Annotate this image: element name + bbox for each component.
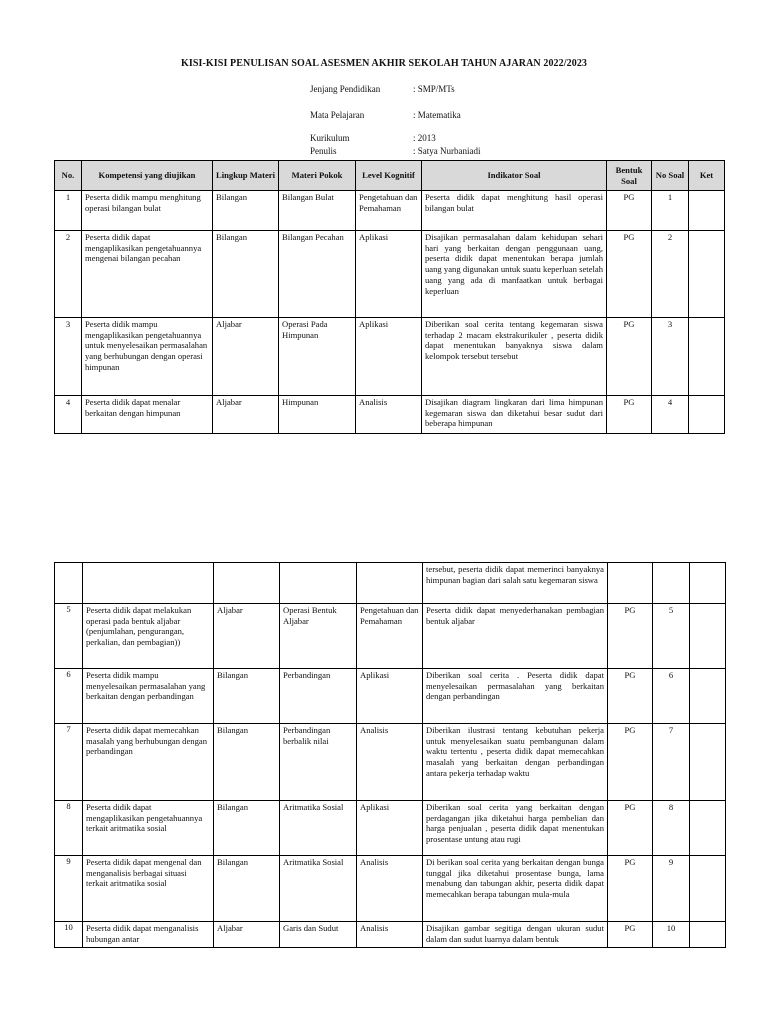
cell-lingkup: Bilangan: [214, 856, 280, 922]
cell-kompetensi: Peserta didik dapat memecahkan masalah yang berhubungan dengan perbandingan: [83, 724, 214, 801]
cell-lingkup: Aljabar: [214, 922, 280, 948]
cell-ket: [689, 318, 725, 396]
table-row: [55, 318, 725, 396]
table-row: [55, 801, 726, 856]
cell-indikator: Diberikan soal cerita . Peserta didik dapat menyelesaikan permasalahan yang berkaitan dengan perbandingan: [423, 669, 608, 724]
cell-materi: Garis dan Sudut: [280, 922, 357, 948]
cell-kompetensi: Peserta didik dapat mengenal dan menganalisis berbagai situasi terkait aritmatika sosial: [83, 856, 214, 922]
cell-materi: Bilangan Bulat: [279, 191, 356, 231]
table-row: [55, 231, 725, 318]
cell-indikator: Peserta didik dapat menghitung hasil operasi bilangan bulat: [422, 191, 607, 231]
meta-value: : Matematika: [413, 110, 461, 120]
table-row: [55, 563, 726, 604]
cell-bentuk: PG: [607, 396, 652, 434]
cell-indikator: Diberikan ilustrasi tentang kebutuhan pekerja untuk menyelesaikan suatu pembangunan dalam waktu tertentu , peserta didik dapat memecahkan masalah yang berkaitan dengan perbandingan antara pekerja terhadap waktu: [423, 724, 608, 801]
cell-no: 10: [55, 922, 83, 948]
cell-indikator: Peserta didik dapat menyederhanakan pembagian bentuk aljabar: [423, 604, 608, 669]
cell-lingkup: Bilangan: [214, 724, 280, 801]
cell-indikator: Disajikan gambar segitiga dengan ukuran sudut dalam dan sudut luarnya dalam bentuk: [423, 922, 608, 948]
meta-value: : SMP/MTs: [413, 84, 455, 94]
meta-key: Mata Pelajaran: [310, 110, 365, 120]
table-row: [55, 669, 726, 724]
cell-kompetensi: Peserta didik mampu menghitung operasi bilangan bulat: [82, 191, 213, 231]
header-level: Level Kognitif: [356, 161, 422, 191]
meta-value: : Satya Nurbaniadi: [413, 146, 481, 156]
table-row: [55, 396, 725, 434]
cell-lingkup: Aljabar: [214, 604, 280, 669]
cell-ket: [689, 396, 725, 434]
cell-materi: [280, 563, 357, 604]
cell-bentuk: PG: [608, 856, 653, 922]
cell-ket: [690, 604, 726, 669]
header-ket: Ket: [689, 161, 725, 191]
table-row: [55, 856, 726, 922]
cell-level: Pengetahuan dan Pemahaman: [356, 191, 422, 231]
cell-lingkup: Aljabar: [213, 396, 279, 434]
cell-ket: [690, 669, 726, 724]
cell-bentuk: PG: [607, 231, 652, 318]
cell-no: 7: [55, 724, 83, 801]
cell-lingkup: Aljabar: [213, 318, 279, 396]
cell-ket: [690, 922, 726, 948]
cell-level: Analisis: [357, 856, 423, 922]
cell-indikator: Diberikan soal cerita yang berkaitan dengan perdagangan jika diketahui harga pembelian dan harga penjualan , peserta didik dapat menentukan prosentase untung atau rugi: [423, 801, 608, 856]
cell-bentuk: PG: [607, 191, 652, 231]
cell-bentuk: PG: [608, 922, 653, 948]
cell-level: Pengetahuan dan Pemahaman: [357, 604, 423, 669]
cell-indikator: tersebut, peserta didik dapat memerinci banyaknya himpunan bagian dari salah satu kegemaran siswa: [423, 563, 608, 604]
header-materi: Materi Pokok: [279, 161, 356, 191]
cell-no: 3: [55, 318, 82, 396]
cell-lingkup: Bilangan: [214, 801, 280, 856]
table-row: [55, 604, 726, 669]
cell-nosoal: 2: [652, 231, 689, 318]
header-indikator: Indikator Soal: [422, 161, 607, 191]
cell-level: Analisis: [356, 396, 422, 434]
cell-lingkup: [214, 563, 280, 604]
cell-ket: [690, 563, 726, 604]
cell-no: 6: [55, 669, 83, 724]
cell-nosoal: 1: [652, 191, 689, 231]
cell-level: Analisis: [357, 922, 423, 948]
cell-materi: Bilangan Pecahan: [279, 231, 356, 318]
cell-indikator: Disajikan diagram lingkaran dari lima himpunan kegemaran siswa dan diketahui besar sudut dari beberapa himpunan: [422, 396, 607, 434]
cell-nosoal: 9: [653, 856, 690, 922]
document-title: KISI-KISI PENULISAN SOAL ASESMEN AKHIR SEKOLAH TAHUN AJARAN 2022/2023: [180, 58, 588, 69]
meta-key: Penulis: [310, 146, 337, 156]
table-body-page1: [55, 191, 725, 434]
header-bentuk: Bentuk Soal: [607, 161, 652, 191]
table-body-page2: [55, 563, 726, 948]
cell-materi: Aritmatika Sosial: [280, 801, 357, 856]
cell-bentuk: PG: [608, 604, 653, 669]
kisi-table-page1: [54, 160, 725, 434]
cell-materi: Operasi Pada Himpunan: [279, 318, 356, 396]
cell-ket: [690, 856, 726, 922]
cell-kompetensi: [83, 563, 214, 604]
header-lingkup: Lingkup Materi: [213, 161, 279, 191]
cell-materi: Perbandingan berbalik nilai: [280, 724, 357, 801]
meta-value: : 2013: [413, 133, 436, 143]
cell-nosoal: 10: [653, 922, 690, 948]
cell-level: Aplikasi: [357, 801, 423, 856]
cell-nosoal: 6: [653, 669, 690, 724]
cell-ket: [689, 231, 725, 318]
cell-bentuk: PG: [608, 669, 653, 724]
cell-nosoal: [653, 563, 690, 604]
cell-nosoal: 3: [652, 318, 689, 396]
cell-lingkup: Bilangan: [214, 669, 280, 724]
cell-kompetensi: Peserta didik dapat menganalisis hubungan antar: [83, 922, 214, 948]
cell-no: 9: [55, 856, 83, 922]
cell-ket: [689, 191, 725, 231]
cell-kompetensi: Peserta didik mampu mengaplikasikan pengetahuannya untuk menyelesaikan permasalahan yang berhubungan dengan operasi himpunan: [82, 318, 213, 396]
cell-bentuk: PG: [608, 724, 653, 801]
cell-level: [357, 563, 423, 604]
header-kompetensi: Kompetensi yang diujikan: [82, 161, 213, 191]
cell-nosoal: 4: [652, 396, 689, 434]
cell-no: 4: [55, 396, 82, 434]
cell-no: [55, 563, 83, 604]
meta-key: Kurikulum: [310, 133, 350, 143]
header-nosoal: No Soal: [652, 161, 689, 191]
cell-bentuk: PG: [607, 318, 652, 396]
cell-no: 2: [55, 231, 82, 318]
cell-kompetensi: Peserta didik dapat mengaplikasikan pengetahuannya mengenai bilangan pecahan: [82, 231, 213, 318]
cell-lingkup: Bilangan: [213, 191, 279, 231]
meta-key: Jenjang Pendidikan: [310, 84, 381, 94]
cell-materi: Perbandingan: [280, 669, 357, 724]
cell-ket: [690, 724, 726, 801]
cell-indikator: Diberikan soal cerita tentang kegemaran siswa terhadap 2 macam ekstrakurikuler , peserta didik dapat menentukan banyaknya siswa dalam kelompok tersebut tersebut: [422, 318, 607, 396]
kisi-table-page2: [54, 562, 726, 948]
header-no: No.: [55, 161, 82, 191]
cell-kompetensi: Peserta didik mampu menyelesaikan permasalahan yang berkaitan dengan perbandingan: [83, 669, 214, 724]
table-row: [55, 191, 725, 231]
cell-level: Aplikasi: [356, 231, 422, 318]
cell-no: 1: [55, 191, 82, 231]
cell-nosoal: 5: [653, 604, 690, 669]
cell-level: Analisis: [357, 724, 423, 801]
cell-materi: Aritmatika Sosial: [280, 856, 357, 922]
cell-materi: Operasi Bentuk Aljabar: [280, 604, 357, 669]
cell-no: 5: [55, 604, 83, 669]
cell-kompetensi: Peserta didik dapat melakukan operasi pada bentuk aljabar (penjumlahan, pengurangan, perkalian, dan pembagian)): [83, 604, 214, 669]
cell-level: Aplikasi: [356, 318, 422, 396]
cell-no: 8: [55, 801, 83, 856]
cell-indikator: Di berikan soal cerita yang berkaitan dengan bunga tunggal jika diketahui prosentase bunga, lama menabung dan tabungan akhir, peserta didik dapat memecahkan berapa tabungan mula-mula: [423, 856, 608, 922]
cell-ket: [690, 801, 726, 856]
cell-nosoal: 7: [653, 724, 690, 801]
cell-indikator: Disajikan permasalahan dalam kehidupan sehari hari yang berkaitan dengan penggunaan uang, peserta didik dapat menentukan berapa jumlah uang yang digunakan untuk suatu keperluan setelah uang yang ada di manfaatkan untuk berbagai keperluan: [422, 231, 607, 318]
cell-bentuk: [608, 563, 653, 604]
cell-level: Aplikasi: [357, 669, 423, 724]
table-row: [55, 922, 726, 948]
table-row: [55, 724, 726, 801]
cell-kompetensi: Peserta didik dapat mengaplikasikan pengetahuannya terkait aritmatika sosial: [83, 801, 214, 856]
cell-kompetensi: Peserta didik dapat menalar berkaitan dengan himpunan: [82, 396, 213, 434]
cell-materi: Himpunan: [279, 396, 356, 434]
cell-nosoal: 8: [653, 801, 690, 856]
cell-lingkup: Bilangan: [213, 231, 279, 318]
cell-bentuk: PG: [608, 801, 653, 856]
